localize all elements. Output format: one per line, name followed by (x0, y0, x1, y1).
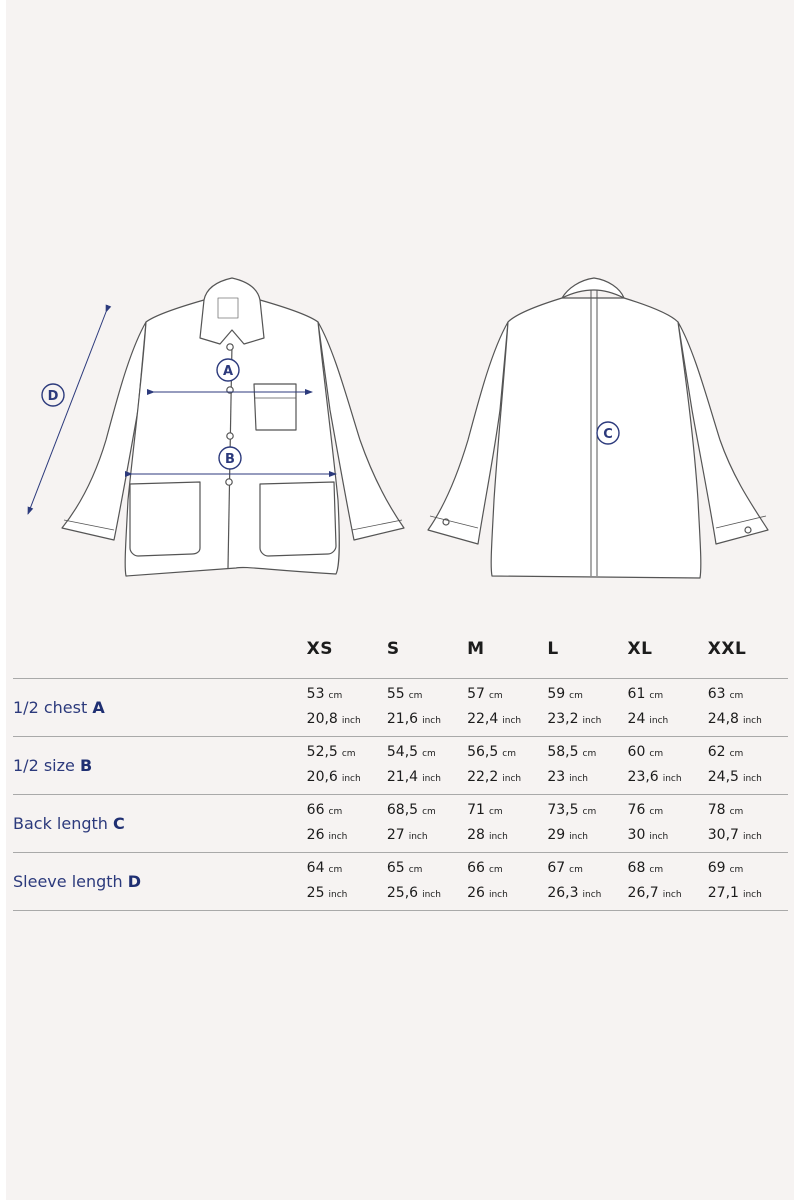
cm-number: 57 (467, 685, 485, 702)
value-inch (708, 708, 788, 733)
value-cm (467, 683, 547, 708)
measure-row-size (13, 737, 788, 795)
cm-number: 71 (467, 801, 485, 818)
value-inch (547, 766, 627, 791)
unit-inch: inch (422, 889, 441, 900)
unit-inch: inch (742, 831, 762, 842)
value-inch (467, 882, 547, 907)
unit-cm: cm (649, 748, 664, 759)
unit-cm: cm (582, 748, 597, 759)
unit-cm: cm (569, 690, 583, 701)
size-header-l: L (547, 620, 627, 679)
unit-cm: cm (488, 806, 503, 817)
unit-inch: inch (582, 715, 602, 726)
measure-cell (708, 795, 788, 853)
value-inch (387, 708, 467, 733)
measure-cell (708, 737, 788, 795)
jacket-diagram (6, 0, 794, 620)
cm-number: 58,5 (547, 743, 579, 760)
measure-cell (387, 853, 467, 911)
unit-inch: inch (569, 773, 589, 784)
value-cm (387, 857, 467, 882)
row-label-text: Back length (13, 814, 108, 833)
inch-number: 21,6 (386, 710, 419, 727)
unit-inch: inch (408, 831, 428, 842)
value-cm (387, 683, 467, 708)
cm-number: 68 (627, 859, 646, 876)
value-inch (708, 882, 788, 907)
cm-number: 76 (627, 801, 646, 818)
unit-cm: cm (729, 690, 744, 701)
value-inch (628, 708, 708, 733)
unit-inch: inch (569, 831, 589, 842)
unit-inch: inch (488, 889, 508, 900)
row-label-text: 1/2 chest (13, 698, 88, 717)
inch-number: 23 (547, 768, 566, 785)
value-cm (307, 857, 387, 882)
inch-number: 20,8 (306, 710, 338, 727)
value-inch (547, 708, 627, 733)
value-inch (387, 824, 467, 849)
measure-cell (467, 795, 547, 853)
measure-row-back-length (13, 795, 788, 853)
size-header-m: M (467, 620, 547, 679)
value-cm (547, 857, 627, 882)
measure-cell (628, 679, 708, 737)
inch-number: 25 (306, 884, 325, 901)
value-inch (628, 766, 708, 791)
unit-cm: cm (328, 690, 343, 701)
measure-cell (708, 853, 788, 911)
measure-cell (307, 853, 387, 911)
unit-cm: cm (502, 748, 516, 759)
unit-inch: inch (341, 715, 361, 726)
value-inch (467, 708, 547, 733)
inch-number: 23,6 (627, 768, 659, 785)
cm-number: 59 (547, 685, 566, 702)
value-cm (708, 857, 788, 882)
value-cm (708, 799, 788, 824)
measure-row-sleeve-length (13, 853, 788, 911)
inch-number: 26,3 (547, 884, 579, 901)
unit-inch: inch (422, 773, 441, 784)
unit-cm: cm (422, 748, 436, 759)
value-cm (467, 741, 547, 766)
measure-cell (547, 679, 627, 737)
value-cm (547, 799, 627, 824)
value-cm (387, 741, 467, 766)
value-inch (467, 824, 547, 849)
value-inch (387, 882, 467, 907)
measure-cell (547, 853, 627, 911)
svg-text:B: B (225, 452, 235, 467)
size-header-xs: XS (307, 620, 387, 679)
cm-number: 52,5 (306, 743, 338, 760)
size-header-row (13, 620, 788, 679)
value-cm (307, 683, 387, 708)
marker-a (217, 359, 239, 381)
measure-cell (708, 679, 788, 737)
unit-inch: inch (649, 715, 669, 726)
value-cm (307, 741, 387, 766)
size-header-xl: XL (628, 620, 708, 679)
unit-cm: cm (422, 806, 436, 817)
cm-number: 66 (467, 859, 485, 876)
unit-cm: cm (488, 690, 503, 701)
value-cm (628, 741, 708, 766)
row-label (13, 737, 307, 795)
unit-inch: inch (328, 889, 348, 900)
size-table (13, 620, 788, 911)
unit-inch: inch (488, 831, 508, 842)
value-inch (307, 708, 387, 733)
value-cm (547, 683, 627, 708)
unit-cm: cm (649, 690, 664, 701)
measure-cell (628, 853, 708, 911)
row-label-letter: A (92, 698, 105, 717)
unit-cm: cm (582, 806, 597, 817)
inch-number: 24 (627, 710, 646, 727)
value-inch (387, 766, 467, 791)
measure-cell (307, 679, 387, 737)
cm-number: 69 (707, 859, 726, 876)
measure-cell (387, 795, 467, 853)
unit-cm: cm (649, 806, 664, 817)
row-label (13, 795, 307, 853)
row-label-text: Sleeve length (13, 872, 123, 891)
header-spacer (13, 620, 307, 679)
value-cm (307, 799, 387, 824)
value-cm (467, 799, 547, 824)
measure-row-chest (13, 679, 788, 737)
measure-cell (628, 795, 708, 853)
value-cm (628, 683, 708, 708)
cm-number: 56,5 (467, 743, 499, 760)
value-inch (467, 766, 547, 791)
unit-inch: inch (422, 715, 441, 726)
cm-number: 64 (306, 859, 325, 876)
marker-c (597, 422, 619, 444)
cm-number: 67 (547, 859, 566, 876)
value-cm (467, 857, 547, 882)
svg-text:A: A (222, 364, 234, 379)
inch-number: 30 (627, 826, 646, 843)
unit-cm: cm (729, 748, 744, 759)
unit-inch: inch (502, 715, 522, 726)
measure-cell (387, 737, 467, 795)
value-cm (708, 741, 788, 766)
measure-cell (307, 737, 387, 795)
inch-number: 26 (306, 826, 325, 843)
measure-cell (467, 679, 547, 737)
value-inch (307, 824, 387, 849)
cm-number: 68,5 (386, 801, 419, 818)
marker-d (42, 384, 64, 406)
unit-cm: cm (488, 864, 503, 875)
unit-cm: cm (729, 864, 744, 875)
svg-text:C: C (603, 427, 613, 442)
value-cm (628, 799, 708, 824)
inch-number: 23,2 (547, 710, 579, 727)
unit-cm: cm (341, 748, 356, 759)
unit-inch: inch (742, 889, 762, 900)
unit-cm: cm (408, 690, 423, 701)
size-header-xxl: XXL (708, 620, 788, 679)
unit-cm: cm (649, 864, 664, 875)
row-label (13, 853, 307, 911)
inch-number: 27 (386, 826, 405, 843)
measure-cell (387, 679, 467, 737)
measure-cell (467, 737, 547, 795)
unit-inch: inch (502, 773, 522, 784)
inch-number: 26,7 (627, 884, 659, 901)
row-label (13, 679, 307, 737)
value-inch (708, 766, 788, 791)
cm-number: 63 (707, 685, 726, 702)
unit-cm: cm (729, 806, 744, 817)
value-inch (628, 824, 708, 849)
unit-inch: inch (742, 715, 762, 726)
value-inch (628, 882, 708, 907)
inch-number: 29 (547, 826, 566, 843)
measure-cell (467, 853, 547, 911)
unit-cm: cm (408, 864, 423, 875)
cm-number: 55 (386, 685, 405, 702)
measure-cell (307, 795, 387, 853)
cm-number: 62 (707, 743, 726, 760)
row-label-letter: C (113, 814, 125, 833)
measure-cell (547, 795, 627, 853)
inch-number: 20,6 (306, 768, 338, 785)
inch-number: 30,7 (707, 826, 739, 843)
value-inch (547, 824, 627, 849)
unit-inch: inch (662, 889, 682, 900)
unit-inch: inch (742, 773, 762, 784)
unit-cm: cm (328, 864, 343, 875)
cm-number: 53 (306, 685, 325, 702)
inch-number: 25,6 (386, 884, 419, 901)
value-cm (708, 683, 788, 708)
unit-inch: inch (662, 773, 682, 784)
cm-number: 78 (707, 801, 726, 818)
inch-number: 28 (467, 826, 485, 843)
size-header-s: S (387, 620, 467, 679)
svg-text:D: D (47, 389, 59, 404)
inch-number: 21,4 (386, 768, 419, 785)
cm-number: 66 (306, 801, 325, 818)
unit-inch: inch (582, 889, 602, 900)
value-cm (547, 741, 627, 766)
unit-inch: inch (649, 831, 669, 842)
front-jacket-drawing (62, 278, 404, 576)
unit-cm: cm (569, 864, 583, 875)
unit-inch: inch (341, 773, 361, 784)
row-label-text: 1/2 size (13, 756, 75, 775)
row-label-letter: D (127, 872, 142, 891)
inch-number: 22,4 (467, 710, 499, 727)
row-label-letter: B (79, 756, 93, 775)
size-guide-page (6, 0, 794, 1200)
value-inch (708, 824, 788, 849)
value-cm (387, 799, 467, 824)
unit-inch: inch (328, 831, 348, 842)
value-inch (547, 882, 627, 907)
inch-number: 22,2 (467, 768, 499, 785)
inch-number: 24,8 (707, 710, 739, 727)
value-cm (628, 857, 708, 882)
marker-b (219, 447, 241, 469)
cm-number: 61 (627, 685, 646, 702)
cm-number: 54,5 (386, 743, 419, 760)
unit-cm: cm (328, 806, 343, 817)
value-inch (307, 766, 387, 791)
measure-cell (628, 737, 708, 795)
inch-number: 27,1 (707, 884, 739, 901)
measure-cell (547, 737, 627, 795)
cm-number: 65 (386, 859, 405, 876)
cm-number: 73,5 (547, 801, 579, 818)
cm-number: 60 (627, 743, 646, 760)
value-inch (307, 882, 387, 907)
inch-number: 24,5 (707, 768, 739, 785)
inch-number: 26 (467, 884, 485, 901)
